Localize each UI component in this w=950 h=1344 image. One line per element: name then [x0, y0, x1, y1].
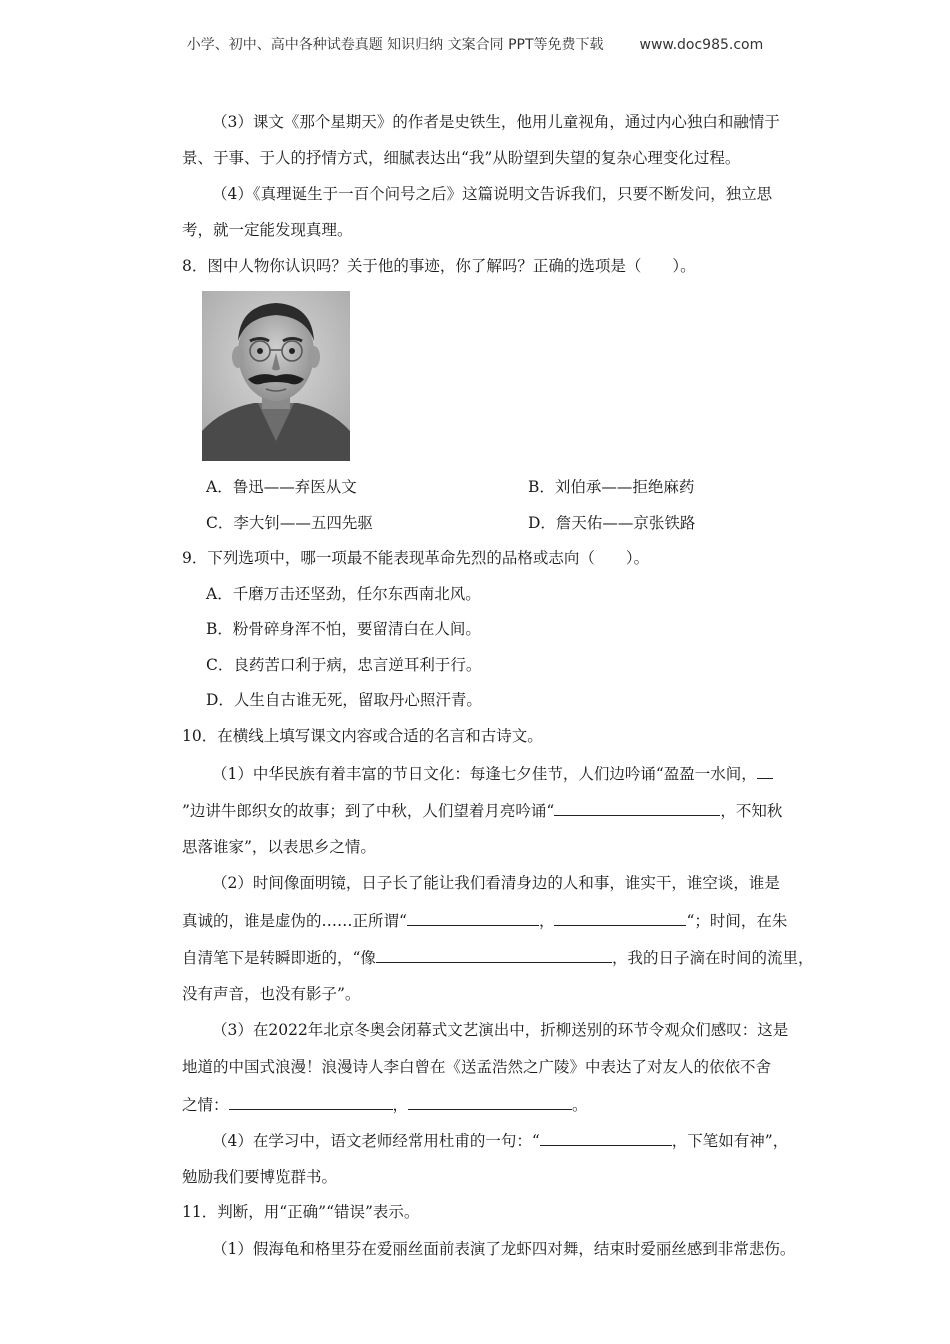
q10-p4-line2: 勉励我们要博览群书。 — [182, 1168, 338, 1186]
answer-blank-3[interactable] — [407, 909, 539, 926]
portrait-photo — [202, 291, 350, 461]
q9-option-c: C．良药苦口利于病，忠言逆耳利于行。 — [206, 656, 482, 674]
q8-option-c: C．李大钊——五四先驱 — [206, 514, 373, 532]
answer-blank-6[interactable] — [229, 1093, 393, 1110]
q10-p2-line2b: ， — [538, 912, 555, 930]
q10-p2-line1: （2）时间像面明镜，日子长了能让我们看清身边的人和事，谁实干，谁空谈，谁是 — [212, 874, 780, 892]
q10-p2-line2a: 真诚的，谁是虚伪的……正所谓“ — [182, 912, 407, 930]
answer-blank-7[interactable] — [408, 1093, 572, 1110]
q10-p2-line2c: “；时间，在朱 — [686, 912, 788, 930]
answer-blank-5[interactable] — [376, 946, 612, 963]
answer-blank-2[interactable] — [554, 799, 720, 816]
q7-item3-line2: 景、于事、于人的抒情方式，细腻表达出“我”从盼望到失望的复杂心理变化过程。 — [182, 149, 741, 167]
answer-blank-8[interactable] — [540, 1129, 672, 1146]
q11-stem: 11．判断，用“正确”“错误”表示。 — [182, 1203, 420, 1221]
q10-p1-line1: （1）中华民族有着丰富的节日文化：每逢七夕佳节，人们边吟诵“盈盈一水间， — [212, 765, 757, 783]
q8-option-b: B．刘伯承——拒绝麻药 — [528, 478, 695, 496]
q7-item3-line1: （3）课文《那个星期天》的作者是史铁生，他用儿童视角，通过内心独白和融情于 — [212, 113, 780, 131]
q10-p3-line1: （3）在2022年北京冬奥会闭幕式文艺演出中，折柳送别的环节令观众们感叹：这是 — [212, 1021, 789, 1039]
q10-p2-line4: 没有声音，也没有影子”。 — [182, 985, 361, 1003]
answer-blank-1[interactable] — [757, 762, 773, 779]
page-header — [0, 34, 950, 54]
q8-option-d: D．詹天佑——京张铁路 — [528, 514, 696, 532]
q8-option-a: A．鲁迅——弃医从文 — [206, 478, 357, 496]
q11-item1: （1）假海龟和格里芬在爱丽丝面前表演了龙虾四对舞，结束时爱丽丝感到非常悲伤。 — [212, 1240, 796, 1258]
q10-p2-line3a: 自清笔下是转瞬即逝的，“像 — [182, 949, 376, 967]
q8-stem: 8．图中人物你认识吗？关于他的事迹，你了解吗？正确的选项是（ ）。 — [182, 257, 696, 275]
q9-stem: 9．下列选项中，哪一项最不能表现革命先烈的品格或志向（ ）。 — [182, 549, 650, 567]
q10-p1-line2b: ，不知秋 — [720, 802, 783, 820]
q10-p3-line3b: ， — [392, 1096, 409, 1114]
header-text: 小学、初中、高中各种试卷真题 知识归纳 文案合同 PPT等免费下载 — [186, 37, 604, 53]
q7-item4-line1: （4）《真理诞生于一百个问号之后》这篇说明文告诉我们，只要不断发问，独立思 — [212, 185, 773, 203]
q10-p4-line1a: （4）在学习中，语文老师经常用杜甫的一句：“ — [212, 1132, 540, 1150]
q10-p1-line3: 思落谁家”，以表思乡之情。 — [182, 838, 376, 856]
q10-p3-line2: 地道的中国式浪漫！浪漫诗人李白曾在《送孟浩然之广陵》中表达了对友人的依依不舍 — [182, 1058, 772, 1076]
q10-p2-line3b: ，我的日子滴在时间的流里， — [611, 949, 814, 967]
q9-option-b: B．粉骨碎身浑不怕，要留清白在人间。 — [206, 620, 481, 638]
q7-item4-line2: 考，就一定能发现真理。 — [182, 221, 353, 239]
q10-stem: 10．在横线上填写课文内容或合适的名言和古诗文。 — [182, 727, 543, 745]
q10-p3-line3a: 之情： — [182, 1096, 229, 1114]
header-site: www.doc985.com — [639, 37, 764, 53]
q9-option-a: A．千磨万击还坚劲，任尔东西南北风。 — [206, 585, 481, 603]
q10-p1-line2a: ”边讲牛郎织女的故事；到了中秋，人们望着月亮吟诵“ — [182, 802, 555, 820]
q10-p3-line3c: 。 — [572, 1096, 588, 1114]
q10-p4-line1b: ，下笔如有神”， — [671, 1132, 789, 1150]
answer-blank-4[interactable] — [554, 909, 686, 926]
q9-option-d: D．人生自古谁无死，留取丹心照汗青。 — [206, 691, 482, 709]
